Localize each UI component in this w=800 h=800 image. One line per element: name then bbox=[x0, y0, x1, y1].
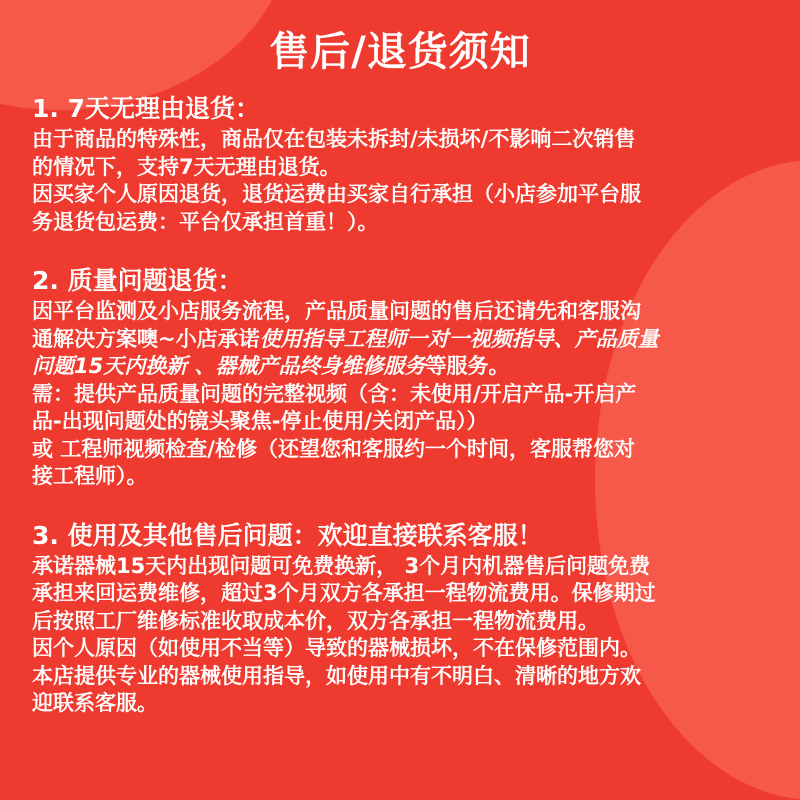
section-heading: 2. 质量问题退货： bbox=[32, 266, 243, 295]
body-line: 品-出现问题处的镜头聚焦-停止使用/关闭产品）） bbox=[32, 409, 488, 433]
body-line: 承诺器械15天内出现问题可免费换新， 3个月内机器售后问题免费 bbox=[32, 553, 651, 578]
body-line bbox=[32, 353, 772, 381]
title-bar bbox=[0, 14, 800, 82]
body-text: 等服务。 bbox=[425, 354, 510, 378]
body-text: 通解决方案噢~小店承诺 bbox=[32, 326, 260, 351]
body-line: 务退货包运费：平台仅承担首重！）。 bbox=[32, 209, 379, 234]
body-line bbox=[32, 326, 772, 354]
body-line: 迎联系客服。 bbox=[32, 691, 158, 715]
section-heading: 3. 使用及其他售后问题：欢迎直接联系客服！ bbox=[32, 520, 543, 550]
body-line: 或 工程师视频检查/检修（还望您和客服约一个时间，客服帮您对 bbox=[32, 436, 635, 461]
body-line: 由于商品的特殊性，商品仅在包装未拆封/未损坏/不影响二次销售 bbox=[32, 127, 636, 151]
body-line: 承担来回运费维修，超过3个月双方各承担一程物流费用。保修期过 bbox=[32, 581, 656, 605]
body-line: 本店提供专业的器械使用指导，如使用中有不明白、清晰的地方欢 bbox=[32, 663, 641, 688]
body-line: 因买家个人原因退货，退货运费由买家自行承担（小店参加平台服 bbox=[32, 182, 641, 206]
body-line: 因平台监测及小店服务流程，产品质量问题的售后还请先和客服沟 bbox=[32, 299, 641, 323]
body-line: 接工程师）。 bbox=[32, 464, 148, 488]
emphasis-text: 问题15天内换新 、器械产品终身维修服务 bbox=[32, 354, 426, 378]
body-line: 后按照工厂维修标准收取成本价，双方各承担一程物流费用。 bbox=[32, 608, 599, 633]
section-quality-return bbox=[32, 264, 772, 491]
page-title: 售后/退货须知 bbox=[269, 28, 531, 75]
section-other-after-sales bbox=[32, 519, 772, 718]
body-line: 的情况下，支持7天无理由退货。 bbox=[32, 154, 341, 179]
section-heading: 1. 7天无理由退货： bbox=[32, 94, 260, 123]
emphasis-text: 使用指导工程师一对一视频指导、产品质量 bbox=[259, 326, 659, 351]
section-7-day-return bbox=[32, 92, 772, 236]
notice-content bbox=[32, 92, 772, 718]
body-line: 因个人原因（如使用不当等）导致的器械损坏，不在保修范围内。 bbox=[32, 636, 641, 660]
body-line: 需：提供产品质量问题的完整视频（含：未使用/开启产品-开启产 bbox=[32, 381, 637, 406]
